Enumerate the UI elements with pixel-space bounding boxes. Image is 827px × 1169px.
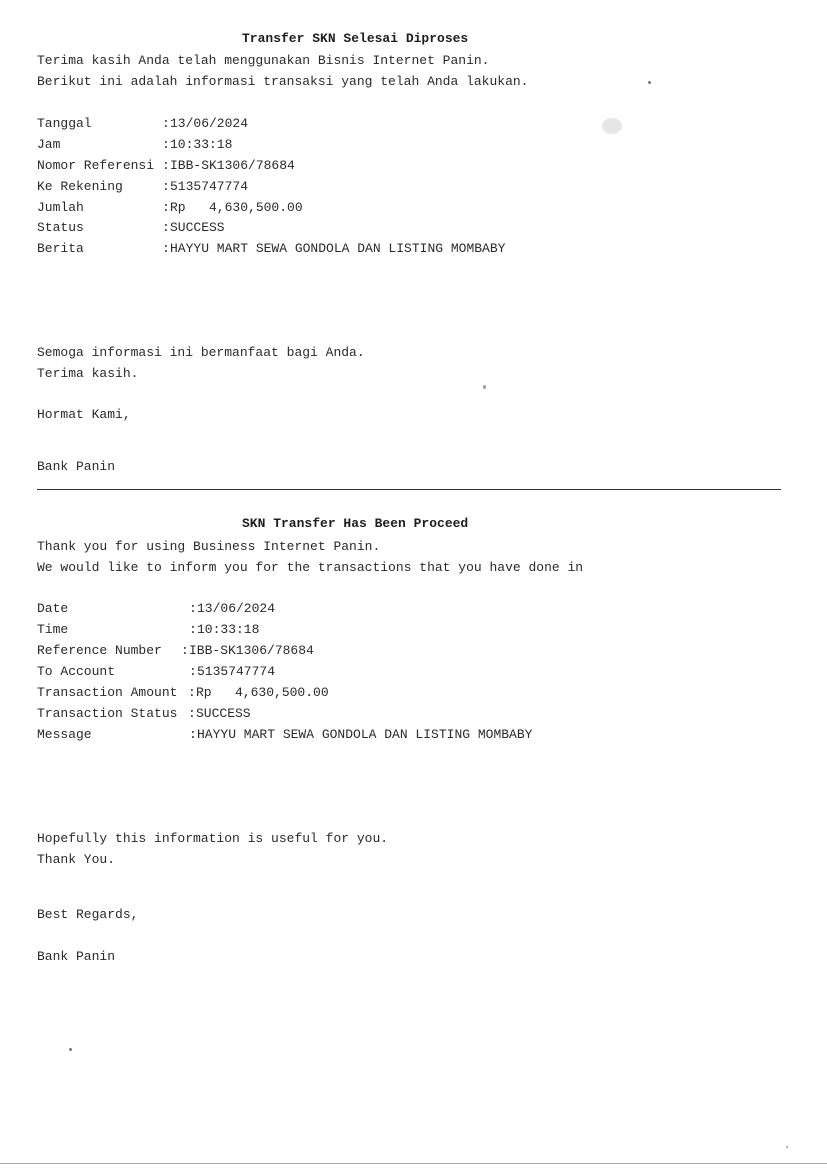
id-label-tanggal: Tanggal: [37, 116, 92, 131]
id-separator: :: [162, 200, 170, 215]
en-value-date: 13/06/2024: [197, 601, 276, 616]
id-label-jumlah: Jumlah: [37, 200, 84, 215]
en-value-time: 10:33:18: [197, 622, 260, 637]
id-separator: :: [162, 220, 170, 235]
en-label-date: Date: [37, 601, 69, 616]
en-label-time: Time: [37, 622, 69, 637]
en-label-reference-number: Reference Number: [37, 643, 162, 658]
id-label-berita: Berita: [37, 241, 84, 256]
en-label-to-account: To Account: [37, 664, 116, 679]
en-separator: :: [189, 727, 197, 742]
scan-speck: [483, 385, 486, 389]
en-label-transaction-amount: Transaction Amount: [37, 685, 178, 700]
id-title: Transfer SKN Selesai Diproses: [242, 31, 469, 46]
id-value-tanggal: 13/06/2024: [170, 116, 249, 131]
id-separator: :: [162, 179, 170, 194]
en-value-transaction-amount: Rp 4,630,500.00: [196, 685, 329, 700]
id-separator: :: [162, 116, 170, 131]
en-separator: :: [189, 601, 197, 616]
en-signature: Bank Panin: [37, 949, 116, 964]
id-closing-line-2: Terima kasih.: [37, 366, 139, 381]
en-intro-line-1: Thank you for using Business Internet Panin.: [37, 539, 381, 554]
id-value-jam: 10:33:18: [170, 137, 233, 152]
id-closing-line-1: Semoga informasi ini bermanfaat bagi Anda.: [37, 345, 365, 360]
id-intro-line-2: Berikut ini adalah informasi transaksi yang telah Anda lakukan.: [37, 74, 529, 89]
scan-edge: [0, 1163, 827, 1164]
en-separator: :: [181, 643, 189, 658]
en-intro-line-2: We would like to inform you for the transactions that you have done in: [37, 560, 584, 575]
en-value-reference-number: IBB-SK1306/78684: [189, 643, 314, 658]
scan-speck: [69, 1048, 72, 1051]
en-label-message: Message: [37, 727, 92, 742]
en-separator: :: [188, 706, 196, 721]
en-closing-line-2: Thank You.: [37, 852, 116, 867]
en-value-to-account: 5135747774: [197, 664, 276, 679]
scan-speck: [786, 1146, 788, 1148]
id-value-jumlah: Rp 4,630,500.00: [170, 200, 303, 215]
en-title: SKN Transfer Has Been Proceed: [242, 516, 469, 531]
id-value-status: SUCCESS: [170, 220, 225, 235]
id-label-nomor-referensi: Nomor Referensi: [37, 158, 155, 173]
id-value-nomor-referensi: IBB-SK1306/78684: [170, 158, 295, 173]
id-label-ke-rekening: Ke Rekening: [37, 179, 123, 194]
en-separator: :: [188, 685, 196, 700]
id-signature: Bank Panin: [37, 459, 116, 474]
scan-speck: [648, 81, 651, 84]
en-label-transaction-status: Transaction Status: [37, 706, 178, 721]
id-separator: :: [162, 241, 170, 256]
en-separator: :: [189, 664, 197, 679]
id-label-status: Status: [37, 220, 84, 235]
id-intro-line-1: Terima kasih Anda telah menggunakan Bisnis Internet Panin.: [37, 53, 490, 68]
id-separator: :: [162, 158, 170, 173]
en-separator: :: [189, 622, 197, 637]
section-divider: [37, 489, 781, 490]
en-closing-line-1: Hopefully this information is useful for you.: [37, 831, 389, 846]
id-value-berita: HAYYU MART SEWA GONDOLA DAN LISTING MOMBABY: [170, 241, 506, 256]
id-value-ke-rekening: 5135747774: [170, 179, 249, 194]
en-regards: Best Regards,: [37, 907, 139, 922]
scan-speck: [602, 118, 622, 134]
id-separator: :: [162, 137, 170, 152]
id-regards: Hormat Kami,: [37, 407, 131, 422]
en-value-transaction-status: SUCCESS: [196, 706, 251, 721]
id-label-jam: Jam: [37, 137, 61, 152]
en-value-message: HAYYU MART SEWA GONDOLA DAN LISTING MOMBABY: [197, 727, 533, 742]
